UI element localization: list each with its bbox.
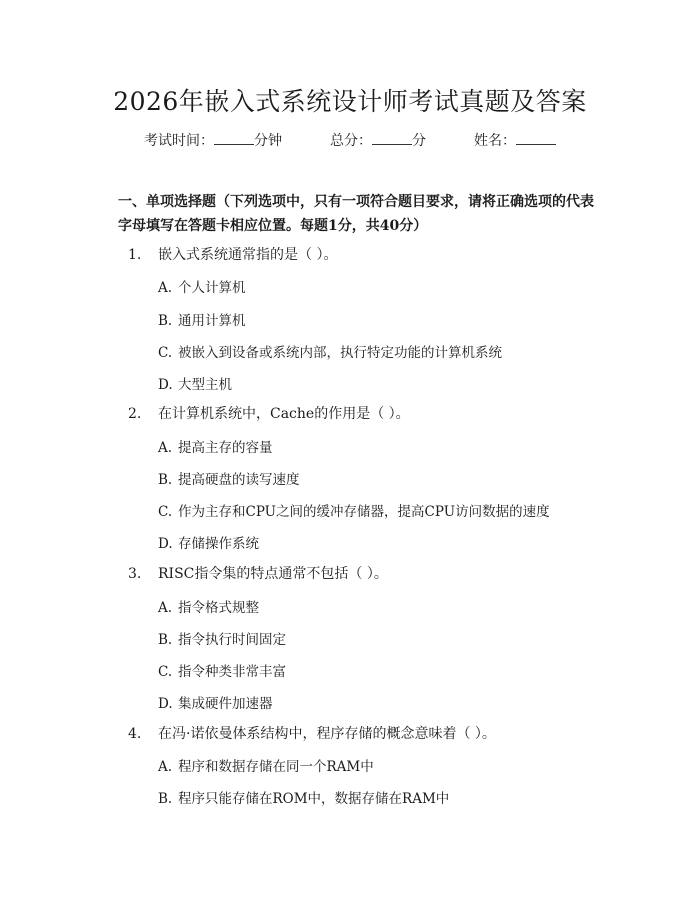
option-letter: D. [158, 377, 173, 393]
student-name-blank [516, 132, 556, 145]
question-4 [128, 723, 496, 743]
option-text: 提高主存的容量 [178, 440, 273, 456]
section-heading: 一、单项选择题（下列选项中，只有一项符合题目要求，请将正确选项的代表字母填写在答题卡相应位置。每题1分，共40分） [118, 194, 594, 234]
option-letter: A. [158, 600, 173, 616]
question-1-option-a [158, 276, 246, 296]
question-number: 3. [128, 566, 142, 582]
question-2-option-d [158, 532, 259, 552]
question-3-option-a [158, 596, 259, 616]
question-2-option-b [158, 468, 300, 488]
option-text: 程序只能存储在ROM中，数据存储在RAM中 [178, 791, 450, 807]
question-1-option-c [158, 341, 502, 361]
option-letter: A. [158, 759, 173, 775]
option-letter: C. [158, 345, 173, 361]
exam-time-unit: 分钟 [254, 133, 282, 149]
exam-info-bar [0, 130, 700, 150]
total-score-label: 总分： [330, 133, 372, 149]
option-text: 指令格式规整 [178, 600, 259, 616]
question-number: 1. [128, 247, 142, 263]
option-letter: B. [158, 313, 173, 329]
exam-time-field [144, 130, 282, 150]
option-letter: B. [158, 632, 173, 648]
exam-time-label: 考试时间： [144, 133, 214, 149]
option-letter: D. [158, 536, 173, 552]
total-score-field [330, 130, 426, 150]
option-letter: A. [158, 440, 173, 456]
question-number: 2. [128, 406, 142, 422]
option-text: 存储操作系统 [178, 536, 259, 552]
question-number: 4. [128, 726, 142, 742]
option-text: 被嵌入到设备或系统内部，执行特定功能的计算机系统 [178, 345, 502, 361]
question-4-option-a [158, 755, 374, 775]
question-3-option-d [158, 692, 273, 712]
option-text: 集成硬件加速器 [178, 696, 273, 712]
option-text: 程序和数据存储在同一个RAM中 [178, 759, 374, 775]
question-text: RISC指令集的特点通常不包括（ ）。 [158, 566, 388, 582]
exam-title: 2026年嵌入式系统设计师考试真题及答案 [113, 87, 587, 116]
question-text: 在计算机系统中，Cache的作用是（ ）。 [158, 406, 410, 422]
question-2 [128, 403, 410, 423]
question-1-option-b [158, 309, 246, 329]
option-letter: D. [158, 696, 173, 712]
student-name-label: 姓名： [474, 133, 516, 149]
question-3 [128, 563, 388, 583]
question-2-option-a [158, 436, 273, 456]
option-text: 提高硬盘的读写速度 [178, 472, 300, 488]
option-text: 指令种类非常丰富 [178, 664, 286, 680]
option-text: 大型主机 [178, 377, 232, 393]
question-1 [128, 244, 337, 264]
option-text: 通用计算机 [178, 313, 246, 329]
question-3-option-c [158, 660, 286, 680]
question-text: 嵌入式系统通常指的是（ ）。 [158, 247, 338, 263]
option-text: 作为主存和CPU之间的缓冲存储器，提高CPU访问数据的速度 [178, 504, 550, 520]
question-text: 在冯·诺依曼体系结构中，程序存储的概念意味着（ ）。 [158, 726, 496, 742]
question-3-option-b [158, 628, 286, 648]
total-score-unit: 分 [412, 133, 426, 149]
option-text: 指令执行时间固定 [178, 632, 286, 648]
total-score-blank [372, 132, 412, 145]
option-letter: C. [158, 664, 173, 680]
question-1-option-d [158, 373, 232, 393]
option-letter: A. [158, 280, 173, 296]
student-name-field [474, 130, 556, 150]
exam-time-blank [214, 132, 254, 145]
option-letter: B. [158, 472, 173, 488]
option-text: 个人计算机 [178, 280, 246, 296]
question-4-option-b [158, 787, 449, 807]
option-letter: C. [158, 504, 173, 520]
option-letter: B. [158, 791, 173, 807]
question-2-option-c [158, 500, 550, 520]
